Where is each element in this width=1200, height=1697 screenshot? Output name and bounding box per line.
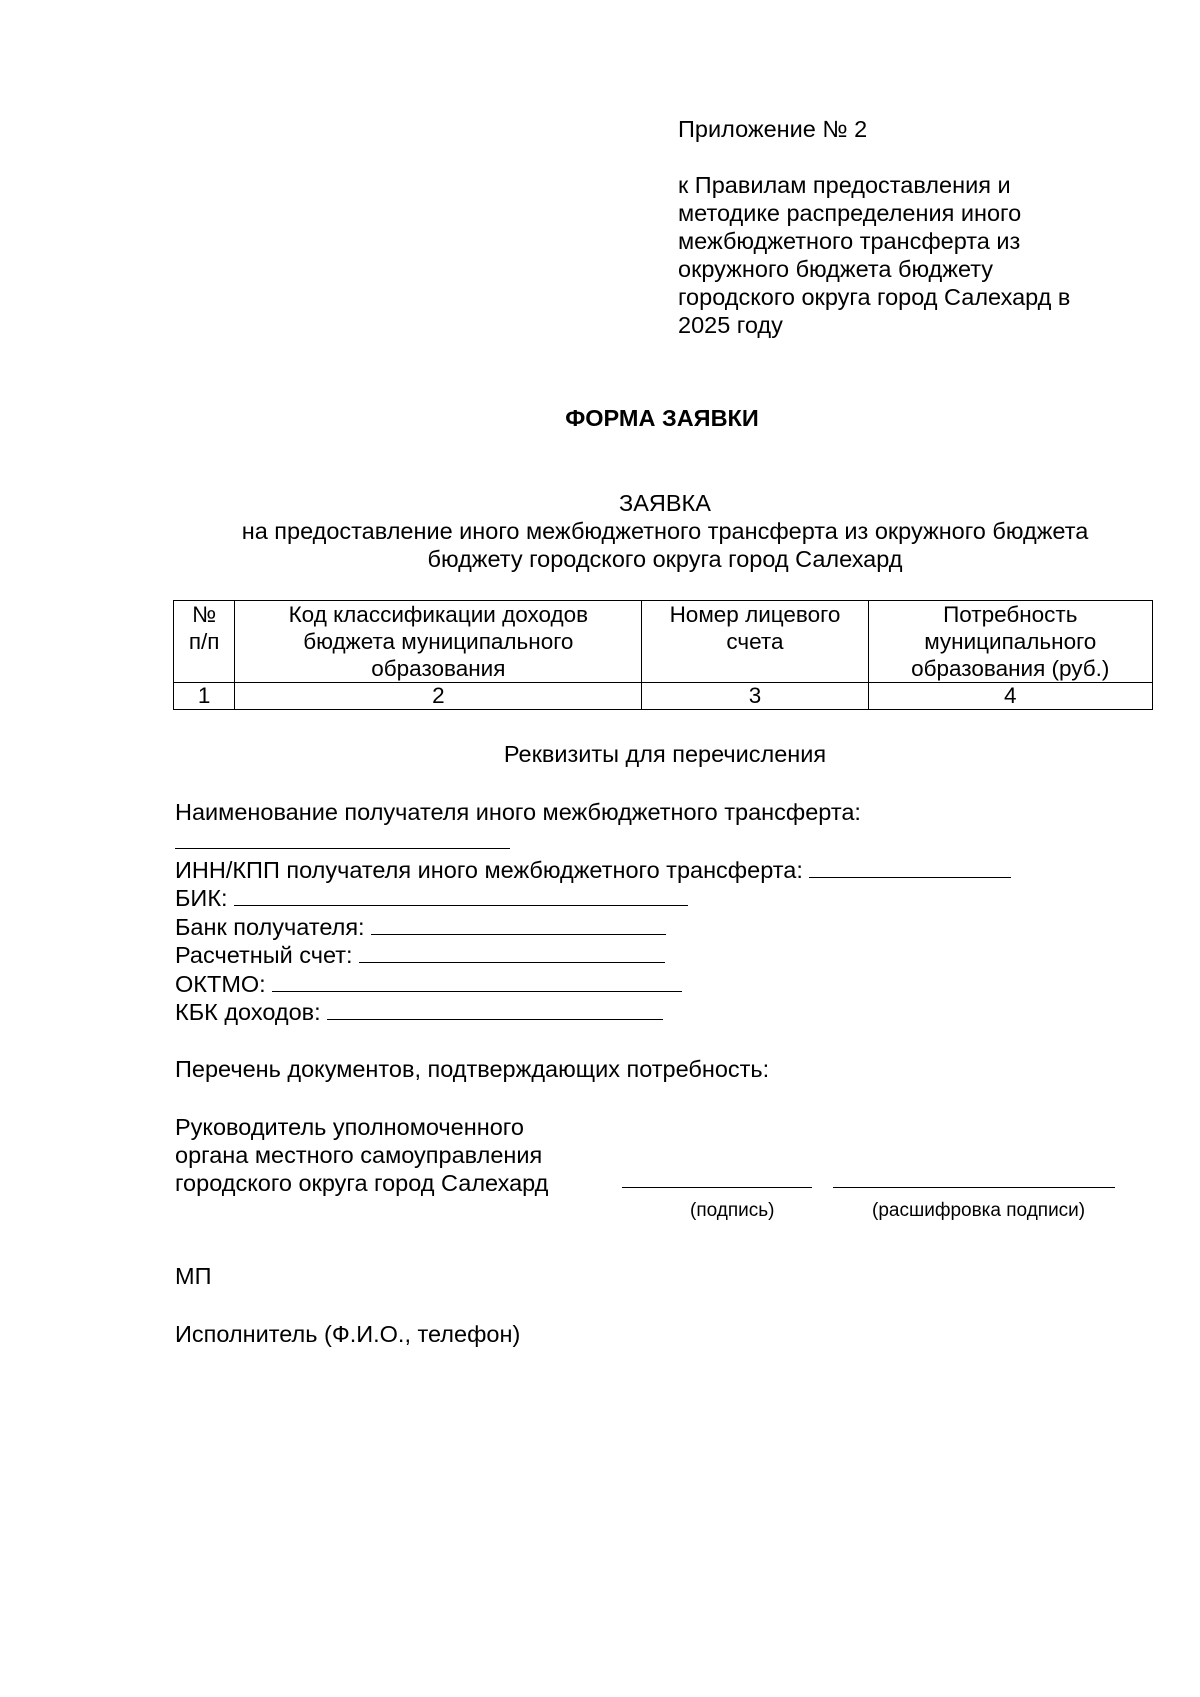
table-cell: 3 <box>642 683 868 710</box>
bik-row <box>175 883 1165 912</box>
recipient-name-label: Наименование получателя иного межбюджетного трансферта: <box>175 799 861 825</box>
appendix-line: 2025 году <box>678 312 783 338</box>
kbk-label: КБК доходов: <box>175 999 321 1025</box>
appendix-line: окружного бюджета бюджету <box>678 256 994 282</box>
head-title-line: органа местного самоуправления <box>175 1142 543 1168</box>
inn-kpp-blank[interactable] <box>809 855 1011 878</box>
inn-kpp-label: ИНН/КПП получателя иного межбюджетного трансферта: <box>175 856 803 883</box>
account-blank[interactable] <box>359 940 665 963</box>
signature-blank[interactable] <box>622 1186 812 1188</box>
stamp-label: МП <box>175 1263 212 1289</box>
requisites-heading: Реквизиты для перечисления <box>503 741 827 767</box>
bik-blank[interactable] <box>234 883 688 906</box>
request-title-block <box>175 489 1155 573</box>
header-classification-code: Код классификации доходов бюджета муниципального образования <box>235 601 642 683</box>
head-title-line: Руководитель уполномоченного <box>175 1114 524 1140</box>
header-need-amount: Потребность муниципального образования (руб.) <box>868 601 1152 683</box>
requisites-fields <box>175 798 1165 1026</box>
executor-label: Исполнитель (Ф.И.О., телефон) <box>175 1321 521 1347</box>
kbk-blank[interactable] <box>327 997 663 1020</box>
account-label: Расчетный счет: <box>175 942 353 968</box>
appendix-line: городского округа город Салехард в <box>678 284 1071 310</box>
account-row <box>175 940 1165 969</box>
appendix-line: к Правилам предоставления и <box>678 172 1011 198</box>
kbk-row <box>175 997 1165 1026</box>
table-row <box>174 683 1153 710</box>
inn-kpp-row <box>175 855 1165 884</box>
bik-label: БИК: <box>175 885 228 911</box>
oktmo-blank[interactable] <box>272 969 682 992</box>
recipient-name-blank[interactable] <box>175 826 510 849</box>
oktmo-row <box>175 969 1165 998</box>
bank-blank[interactable] <box>371 912 666 935</box>
request-title: ЗАЯВКА <box>619 490 711 516</box>
header-row-number: № п/п <box>174 601 235 683</box>
appendix-block <box>678 115 1158 339</box>
table-cell: 2 <box>235 683 642 710</box>
bank-label: Банк получателя: <box>175 913 365 940</box>
table-cell: 4 <box>868 683 1152 710</box>
head-signature-block <box>175 1113 1175 1197</box>
bank-row <box>175 912 1165 941</box>
header-account-number: Номер лицевого счета <box>642 601 868 683</box>
signature-decoding-caption: (расшифровка подписи) <box>872 1200 1086 1221</box>
table-cell: 1 <box>174 683 235 710</box>
oktmo-label: ОКТМО: <box>175 970 266 997</box>
appendix-line: методике распределения иного <box>678 200 1022 226</box>
recipient-name-field <box>175 826 1165 855</box>
table-header-row <box>174 601 1153 683</box>
documents-label: Перечень документов, подтверждающих потребность: <box>175 1056 770 1082</box>
request-subtitle-line-1: на предоставление иного межбюджетного трансферта из окружного бюджета <box>241 518 1089 544</box>
head-title-line: городского округа город Салехард <box>175 1170 549 1196</box>
request-subtitle-line-2: бюджету городского округа город Салехард <box>427 546 903 572</box>
form-title: ФОРМА ЗАЯВКИ <box>565 405 759 431</box>
appendix-line: межбюджетного трансферта из <box>678 228 1021 254</box>
signature-decoding-blank[interactable] <box>833 1186 1115 1188</box>
appendix-title: Приложение № 2 <box>678 116 868 142</box>
application-table <box>173 600 1153 710</box>
signature-caption: (подпись) <box>690 1200 775 1221</box>
